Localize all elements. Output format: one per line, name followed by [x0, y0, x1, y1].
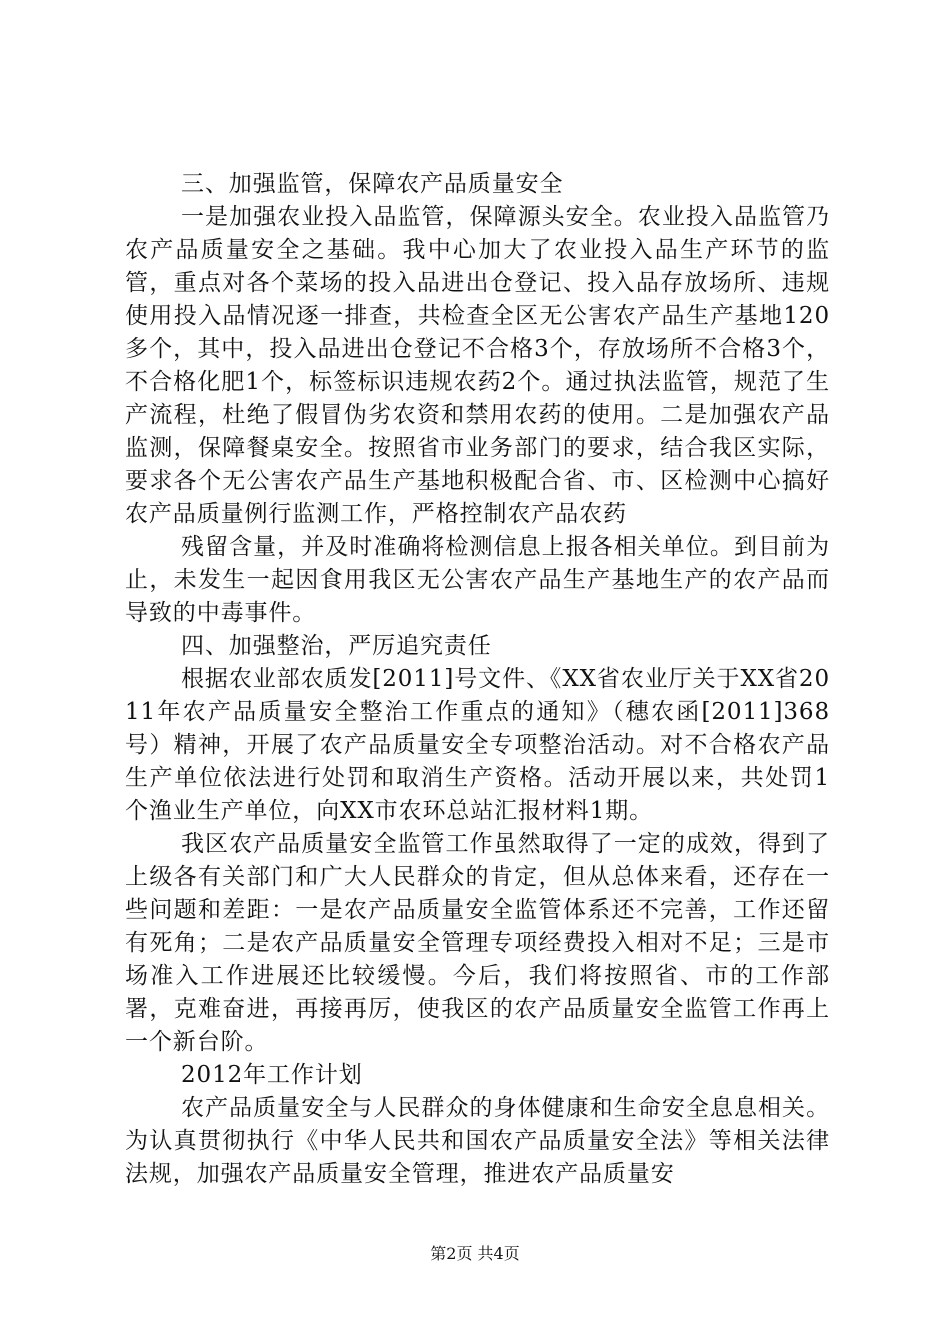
paragraph-residue-reporting: 残留含量，并及时准确将检测信息上报各相关单位。到目前为止，未发生一起因食用我区无公害农产品生产基地生产的农产品而导致的中毒事件。: [125, 534, 830, 626]
paragraph-summary: 我区农产品质量安全监管工作虽然取得了一定的成效，得到了上级各有关部门和广大人民群众的肯定，但从总体来看，还存在一些问题和差距：一是农产品质量安全监管体系还不完善，工作还留有死角；二是农产品质量安全管理专项经费投入相对不足；三是市场准入工作进展还比较缓慢。今后，我们将按照省、市的工作部署，克难奋进，再接再厉，使我区的农产品质量安全监管工作再上一个新台阶。: [125, 831, 830, 1055]
paragraph-work-plan-intro: 农产品质量安全与人民群众的身体健康和生命安全息息相关。为认真贯彻执行《中华人民共和国农产品质量安全法》等相关法律法规，加强农产品质量安全管理，推进农产品质量安: [125, 1095, 830, 1187]
section-heading-work-plan: 2012年工作计划: [181, 1062, 363, 1088]
paragraph-rectification: 根据农业部农质发[2011]号文件、《XX省农业厅关于XX省2011年农产品质量安全整治工作重点的通知》（穗农函[2011]368号）精神，开展了农产品质量安全专项整治活动。对不合格农产品生产单位依法进行处罚和取消生产资格。活动开展以来，共处罚1个渔业生产单位，向XX市农环总站汇报材料1期。: [125, 666, 830, 824]
document-body: [125, 168, 830, 1191]
paragraph-input-supervision: 一是加强农业投入品监管，保障源头安全。农业投入品监管乃农产品质量安全之基础。我中心加大了农业投入品生产环节的监管，重点对各个菜场的投入品进出仓登记、投入品存放场所、违规使用投入品情况逐一排查，共检查全区无公害农产品生产基地120多个，其中，投入品进出仓登记不合格3个，存放场所不合格3个，不合格化肥1个，标签标识违规农药2个。通过执法监管，规范了生产流程，杜绝了假冒伪劣农资和禁用农药的使用。二是加强农产品监测，保障餐桌安全。按照省市业务部门的要求，结合我区实际，要求各个无公害农产品生产基地积极配合省、市、区检测中心搞好农产品质量例行监测工作，严格控制农产品农药: [125, 204, 830, 527]
page-footer: 第2页 共4页: [430, 1244, 520, 1263]
section-heading-supervision: 三、加强监管，保障农产品质量安全: [181, 171, 564, 197]
section-heading-rectification: 四、加强整治，严厉追究责任: [181, 633, 492, 659]
